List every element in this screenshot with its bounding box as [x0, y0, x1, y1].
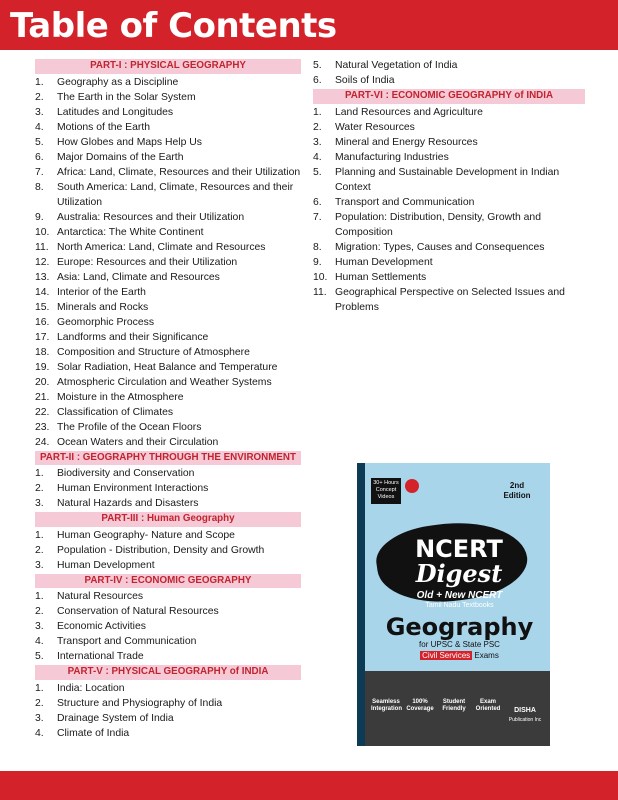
toc-entry	[35, 726, 301, 741]
toc-entry	[35, 210, 301, 225]
toc-entry-number: 1.	[35, 76, 44, 88]
toc-entry	[35, 180, 301, 210]
toc-entry	[35, 345, 301, 360]
video-hours-badge	[371, 478, 401, 504]
toc-entry-number: 4.	[35, 727, 44, 739]
toc-entry-title: Human Development	[335, 256, 433, 268]
toc-entry	[313, 73, 585, 88]
toc-entry	[35, 405, 301, 420]
toc-entry-title: Solar Radiation, Heat Balance and Temperature	[57, 361, 278, 373]
toc-entry-title: Manufacturing Industries	[335, 151, 449, 163]
toc-entry-title: Interior of the Earth	[57, 286, 146, 298]
toc-entry-number: 21.	[35, 391, 50, 403]
toc-entry-number: 13.	[35, 271, 50, 283]
toc-entry-number: 10.	[313, 271, 328, 283]
toc-entry-number: 4.	[313, 151, 322, 163]
book-for-line: for UPSC & State PSC	[419, 640, 500, 649]
toc-entry	[313, 255, 585, 270]
toc-entry-title: Ocean Waters and their Circulation	[57, 436, 219, 448]
toc-entry	[35, 543, 301, 558]
toc-entry-number: 3.	[35, 712, 44, 724]
toc-entry-number: 19.	[35, 361, 50, 373]
toc-entry	[35, 105, 301, 120]
toc-entry-title: Natural Hazards and Disasters	[57, 498, 199, 509]
toc-entry-title: Land Resources and Agriculture	[335, 106, 483, 118]
toc-entry	[35, 375, 301, 390]
toc-entry	[35, 300, 301, 315]
toc-entry-title: Africa: Land, Climate, Resources and their Utilization	[57, 166, 301, 178]
toc-entry	[35, 696, 301, 711]
toc-entry-title: Landforms and their Significance	[57, 331, 209, 343]
toc-entry-title: The Profile of the Ocean Floors	[57, 421, 202, 433]
toc-entry	[35, 120, 301, 135]
toc-entry-number: 6.	[313, 75, 322, 86]
toc-entry	[35, 315, 301, 330]
toc-entry-number: 5.	[313, 60, 322, 71]
toc-entry	[35, 420, 301, 435]
toc-section-heading: PART-IV : ECONOMIC GEOGRAPHY	[35, 574, 301, 589]
toc-entry	[35, 589, 301, 604]
toc-entry-title: Human Settlements	[335, 271, 427, 283]
toc-entry-title: North America: Land, Climate and Resources	[57, 241, 266, 253]
toc-entry-title: Moisture in the Atmosphere	[57, 391, 184, 403]
toc-entry-title: Latitudes and Longitudes	[57, 106, 174, 118]
toc-entry-number: 14.	[35, 286, 50, 298]
toc-entry	[35, 528, 301, 543]
toc-entry-number: 15.	[35, 301, 50, 313]
toc-entry-number: 5.	[35, 651, 44, 662]
toc-entry	[35, 270, 301, 285]
toc-entry-number: 16.	[35, 316, 50, 328]
toc-entry	[313, 105, 585, 120]
toc-entry-title: Classification of Climates	[57, 406, 174, 418]
toc-entry-title: Natural Resources	[57, 591, 144, 602]
book-old-new: Old + New NCERT	[416, 590, 503, 601]
toc-entry	[35, 240, 301, 255]
toc-entry	[35, 649, 301, 664]
toc-entry-title: Antarctica: The White Continent	[57, 226, 204, 238]
toc-left-column	[35, 58, 301, 741]
toc-entry-number: 23.	[35, 421, 50, 433]
toc-entry	[35, 165, 301, 180]
book-civil: Civil Services	[422, 651, 471, 660]
toc-entry	[35, 481, 301, 496]
toc-entry-title: Transport and Communication	[335, 196, 475, 208]
toc-entry	[313, 285, 585, 315]
book-cover-image	[357, 463, 550, 746]
toc-entry-number: 5.	[35, 136, 44, 148]
toc-entry-number: 2.	[35, 91, 44, 103]
toc-entry-number: 10.	[35, 226, 50, 238]
toc-entry-title: Transport and Communication	[57, 636, 197, 647]
book-title-digest: Digest	[415, 559, 503, 588]
toc-entry-title: Geomorphic Process	[57, 316, 155, 328]
toc-entry-number: 2.	[35, 544, 44, 556]
toc-entry	[35, 681, 301, 696]
toc-entry-title: Structure and Physiography of India	[57, 697, 223, 709]
toc-entry-number: 3.	[35, 559, 44, 571]
toc-entry-title: Natural Vegetation of India	[335, 60, 458, 71]
toc-entry-number: 17.	[35, 331, 50, 343]
toc-section-heading: PART-V : PHYSICAL GEOGRAPHY of INDIA	[35, 665, 301, 680]
book-feature: Exam Oriented	[475, 699, 501, 712]
toc-entry-title: Human Development	[57, 559, 155, 571]
toc-section-heading: PART-VI : ECONOMIC GEOGRAPHY of INDIA	[313, 89, 585, 104]
toc-entry-title: How Globes and Maps Help Us	[57, 136, 202, 148]
toc-section-heading: PART-III : Human Geography	[35, 512, 301, 527]
toc-entry	[313, 58, 585, 73]
toc-entry-number: 11.	[313, 286, 327, 298]
book-tamil: Tamil Nadu Textbooks	[425, 602, 494, 609]
toc-entry-number: 2.	[35, 606, 44, 617]
toc-entry-number: 6.	[35, 151, 44, 163]
toc-entry-title: Human Geography- Nature and Scope	[57, 529, 235, 541]
toc-entry-title: International Trade	[57, 651, 144, 662]
toc-entry-number: 2.	[35, 697, 44, 709]
book-feature: 100% Coverage	[406, 699, 434, 712]
toc-entry-title: Asia: Land, Climate and Resources	[57, 271, 220, 283]
toc-entry-number: 7.	[313, 211, 322, 223]
toc-entry-title: Population: Distribution, Density, Growth and Composition	[335, 211, 541, 238]
toc-entry-title: India: Location	[57, 682, 125, 694]
book-subject: Geography	[385, 613, 534, 641]
book-hours-sub: Concept Videos	[375, 487, 397, 500]
toc-entry-title: Composition and Structure of Atmosphere	[57, 346, 250, 358]
toc-entry-number: 20.	[35, 376, 50, 388]
toc-entry-number: 2.	[313, 121, 322, 133]
toc-entry	[35, 90, 301, 105]
toc-right-column	[313, 58, 585, 315]
toc-entry-number: 4.	[35, 121, 44, 133]
toc-entry-title: Geographical Perspective on Selected Issues and Problems	[335, 286, 565, 313]
toc-entry	[35, 150, 301, 165]
toc-entry-number: 3.	[35, 498, 44, 509]
toc-entry	[35, 466, 301, 481]
toc-entry	[35, 711, 301, 726]
toc-entry-title: Motions of the Earth	[57, 121, 150, 133]
toc-entry	[313, 270, 585, 285]
book-feature: Seamless Integration	[371, 699, 402, 712]
toc-entry-number: 24.	[35, 436, 50, 448]
toc-entry-title: Migration: Types, Causes and Consequences	[335, 241, 545, 253]
toc-entry-title: Drainage System of India	[57, 712, 174, 724]
toc-entry	[35, 604, 301, 619]
book-hours: 30+ Hours	[373, 480, 399, 486]
toc-entry-title: Human Environment Interactions	[57, 483, 209, 494]
toc-entry-title: The Earth in the Solar System	[57, 91, 196, 103]
toc-entry-number: 11.	[35, 241, 49, 253]
toc-entry-number: 8.	[35, 181, 44, 193]
toc-section-heading: PART-I : PHYSICAL GEOGRAPHY	[35, 59, 301, 74]
toc-entry-title: Biodiversity and Conservation	[57, 468, 195, 479]
toc-entry-number: 1.	[35, 682, 44, 694]
toc-entry	[35, 225, 301, 240]
toc-entry-title: Population - Distribution, Density and Growth	[57, 544, 265, 556]
toc-entry-title: Planning and Sustainable Development in Indian Context	[335, 166, 560, 193]
toc-entry-number: 2.	[35, 483, 44, 494]
toc-entry	[35, 390, 301, 405]
toc-entry-number: 3.	[313, 136, 322, 148]
toc-entry-number: 3.	[35, 621, 44, 632]
toc-entry-title: Climate of India	[57, 727, 130, 739]
toc-entry-number: 1.	[313, 106, 322, 118]
toc-entry-number: 8.	[313, 241, 322, 253]
book-feature: Student Friendly	[442, 699, 466, 712]
book-edition-number: 2nd	[509, 481, 525, 490]
toc-entry-title: Geography as a Discipline	[57, 76, 179, 88]
publisher-logo	[507, 706, 543, 726]
toc-entry	[313, 135, 585, 150]
toc-entry	[35, 75, 301, 90]
toc-entry-number: 7.	[35, 166, 44, 178]
toc-entry-title: Water Resources	[335, 121, 415, 133]
book-civil-line	[377, 651, 542, 660]
toc-entry	[313, 240, 585, 255]
book-publisher-sub: Publication Inc	[508, 717, 542, 723]
toc-entry	[35, 360, 301, 375]
toc-entry-title: Soils of India	[335, 75, 395, 86]
toc-section-heading: PART-II : GEOGRAPHY THROUGH THE ENVIRONMENT	[35, 451, 301, 466]
book-exams: Exams	[474, 651, 499, 660]
toc-entry	[313, 150, 585, 165]
toc-entry-title: Atmospheric Circulation and Weather Systems	[57, 376, 272, 388]
toc-entry	[35, 135, 301, 150]
toc-entry	[35, 255, 301, 270]
toc-entry-title: Europe: Resources and their Utilization	[57, 256, 238, 268]
book-publisher: DISHA	[514, 707, 536, 714]
toc-entry-number: 5.	[313, 166, 322, 178]
toc-entry-number: 4.	[35, 636, 44, 647]
toc-entry-number: 6.	[313, 196, 322, 208]
toc-entry-title: Major Domains of the Earth	[57, 151, 184, 163]
toc-entry-number: 9.	[35, 211, 44, 223]
toc-entry-number: 22.	[35, 406, 50, 418]
toc-entry	[35, 435, 301, 450]
book-title-ncert: NCERT	[415, 535, 503, 563]
book-edition	[497, 481, 537, 501]
toc-entry	[35, 496, 301, 511]
toc-entry-title: Australia: Resources and their Utilization	[57, 211, 245, 223]
emblem-icon	[405, 479, 419, 493]
toc-entry	[35, 558, 301, 573]
page-title: Table of Contents	[10, 6, 337, 46]
toc-entry-title: Mineral and Energy Resources	[335, 136, 478, 148]
toc-entry	[313, 195, 585, 210]
toc-entry-number: 3.	[35, 106, 44, 118]
footer-bar	[0, 771, 618, 800]
toc-entry-number: 1.	[35, 591, 44, 602]
book-edition-label: Edition	[503, 491, 531, 500]
toc-entry	[35, 285, 301, 300]
toc-entry-title: Conservation of Natural Resources	[57, 606, 219, 617]
toc-entry	[313, 210, 585, 240]
toc-entry-title: Economic Activities	[57, 621, 146, 632]
toc-entry-number: 1.	[35, 468, 44, 479]
toc-entry	[313, 120, 585, 135]
toc-entry	[35, 330, 301, 345]
toc-entry-title: South America: Land, Climate, Resources and their Utilization	[57, 181, 294, 208]
toc-entry	[313, 165, 585, 195]
toc-entry-number: 18.	[35, 346, 50, 358]
toc-entry-number: 1.	[35, 529, 44, 541]
toc-entry-title: Minerals and Rocks	[57, 301, 149, 313]
toc-entry-number: 9.	[313, 256, 322, 268]
toc-entry	[35, 634, 301, 649]
toc-entry	[35, 619, 301, 634]
toc-entry-number: 12.	[35, 256, 50, 268]
